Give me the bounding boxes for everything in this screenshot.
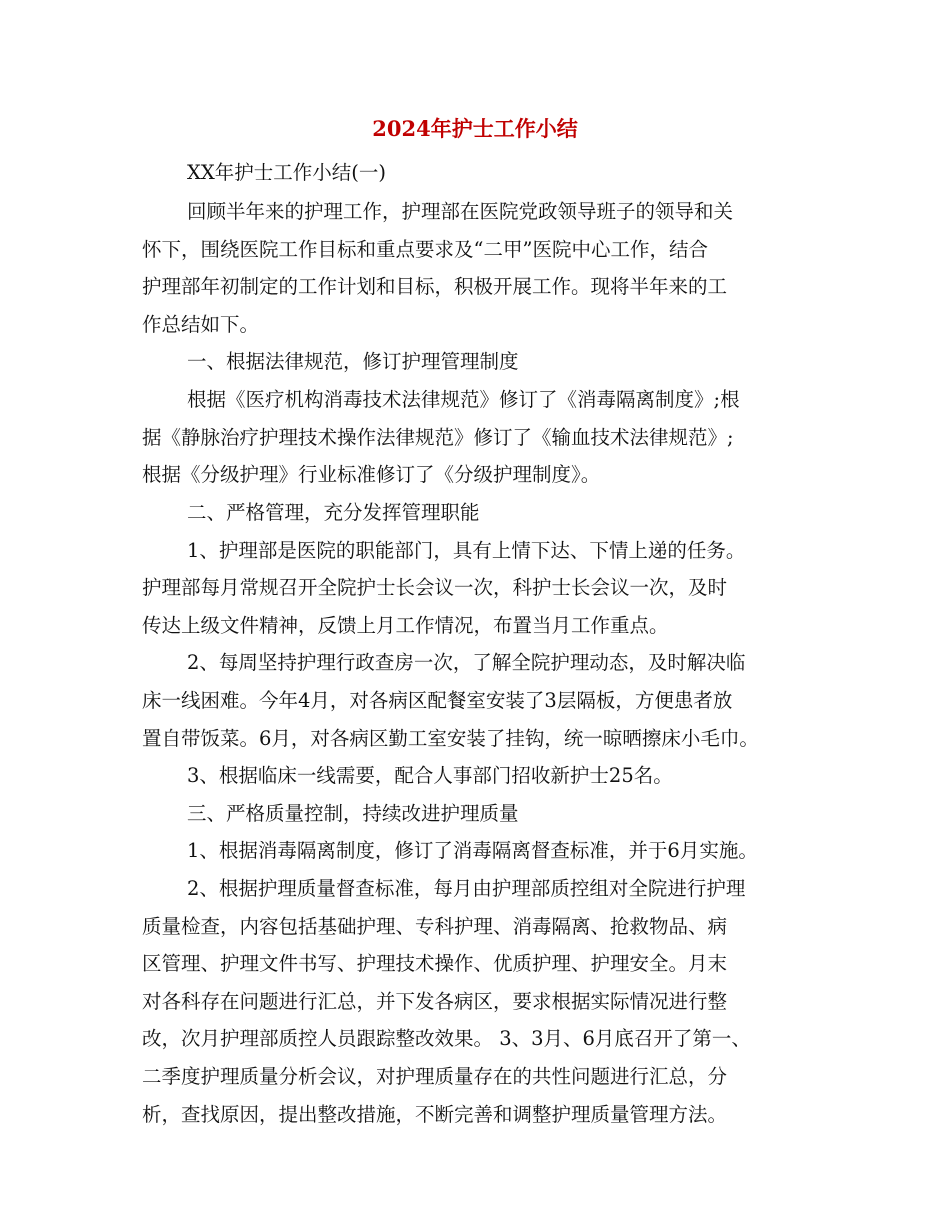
section-heading: 一、根据法律规范，修订护理管理制度 — [187, 350, 519, 373]
paragraph-line: 2、每周坚持护理行政查房一次，了解全院护理动态，及时解决临 — [187, 651, 746, 674]
document-title: 2024年护士工作小结 — [372, 116, 578, 141]
paragraph-line: 对各科存在问题进行汇总，并下发各病区，要求根据实际情况进行整 — [142, 990, 728, 1013]
section-heading: 二、严格管理，充分发挥管理职能 — [187, 501, 480, 524]
paragraph-line: 回顾半年来的护理工作，护理部在医院党政领导班子的领导和关 — [187, 200, 734, 223]
paragraph-line: 护理部年初制定的工作计划和目标，积极开展工作。现将半年来的工 — [142, 275, 728, 298]
paragraph-line: 作总结如下。 — [142, 313, 260, 336]
paragraph-line: 根据《分级护理》行业标准修订了《分级护理制度》。 — [142, 463, 601, 486]
paragraph-line: 床一线困难。今年4月，对各病区配餐室安装了3层隔板，方便患者放 — [142, 689, 733, 712]
paragraph-line: 怀下，围绕医院工作目标和重点要求及“二甲”医院中心工作，结合 — [142, 238, 708, 261]
paragraph-line: 置自带饭菜。6月，对各病区勤工室安装了挂钩，统一晾晒擦床小毛巾。 — [142, 727, 759, 750]
paragraph-line: 传达上级文件精神，反馈上月工作情况，布置当月工作重点。 — [142, 614, 669, 637]
paragraph-line: 析，查找原因，提出整改措施，不断完善和调整护理质量管理方法。 — [142, 1103, 728, 1126]
paragraph-line: 1、护理部是医院的职能部门，具有上情下达、下情上递的任务。 — [187, 539, 746, 562]
paragraph-line: 3、根据临床一线需要，配合人事部门招收新护士25名。 — [187, 764, 673, 787]
paragraph-line: 据《静脉治疗护理技术操作法律规范》修订了《输血技术法律规范》; — [142, 426, 734, 449]
paragraph-line: 二季度护理质量分析会议，对护理质量存在的共性问题进行汇总，分 — [142, 1065, 728, 1088]
paragraph-line: 根据《医疗机构消毒技术法律规范》修订了《消毒隔离制度》;根 — [187, 388, 740, 411]
paragraph-line: 质量检查，内容包括基础护理、专科护理、消毒隔离、抢救物品、病 — [142, 915, 728, 938]
paragraph-line: 护理部每月常规召开全院护士长会议一次，科护士长会议一次，及时 — [142, 576, 728, 599]
paragraph-line: 1、根据消毒隔离制度，修订了消毒隔离督查标准，并于6月实施。 — [187, 839, 758, 862]
section-heading: 三、严格质量控制，持续改进护理质量 — [187, 802, 519, 825]
paragraph-line: 改，次月护理部质控人员跟踪整改效果。 3、3月、6月底召开了第一、 — [142, 1027, 751, 1050]
section-heading: XX年护士工作小结(一) — [187, 161, 386, 184]
paragraph-line: 2、根据护理质量督查标准，每月由护理部质控组对全院进行护理 — [187, 877, 746, 900]
paragraph-line: 区管理、护理文件书写、护理技术操作、优质护理、护理安全。月末 — [142, 952, 728, 975]
